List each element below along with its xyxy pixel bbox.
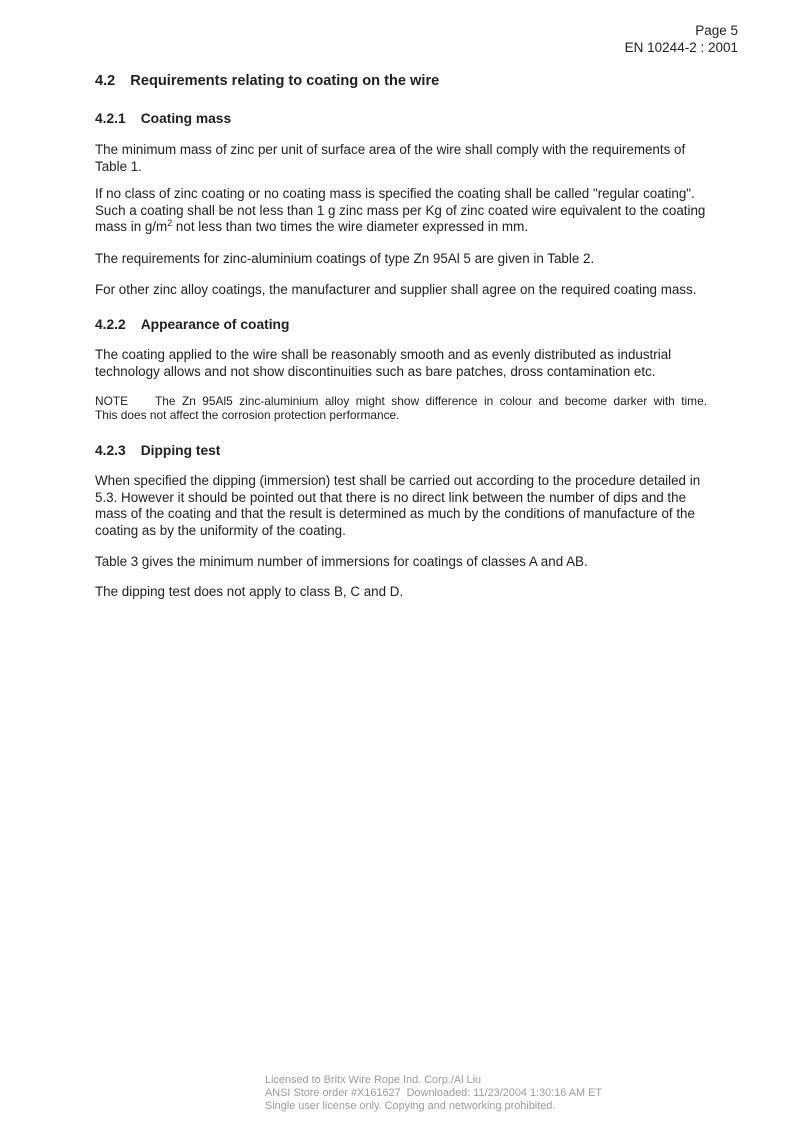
note-label: NOTE (95, 394, 129, 408)
paragraph-dipping-procedure: When specified the dipping (immersion) test shall be carried out according to the procedure detailed in 5.3. However it should be pointed out that there is no direct link between the number of dips and the mass of the coating and that the result is determined as much by the conditions of manufacture of the coating as by the uniformity of the coating. (95, 473, 701, 538)
note-paragraph (95, 395, 707, 423)
superscript-two: 2 (167, 218, 173, 228)
subsection-number: 4.2.1 (95, 111, 126, 126)
footer-order-info: ANSI Store order #X161627 Downloaded: 11/23/2004 1:30:16 AM ET (265, 1086, 603, 1099)
paragraph-regular-coating-post: not less than two times the wire diameter expressed in mm. (172, 219, 528, 234)
paragraph-dipping-not-apply: The dipping test does not apply to class B, C and D. (95, 584, 404, 599)
paragraph-minimum-mass: The minimum mass of zinc per unit of surface area of the wire shall comply with the requirements of Table 1. (95, 142, 686, 174)
paragraph-zinc-aluminium: The requirements for zinc-aluminium coatings of type Zn 95Al 5 are given in Table 2. (95, 251, 595, 266)
paragraph-appearance: The coating applied to the wire shall be reasonably smooth and as evenly distributed as industrial technology allows and not show discontinuities such as bare patches, dross contamination etc. (95, 347, 672, 379)
note-sentence-1: The Zn 95Al5 zinc-aluminium alloy might show difference in colour and become darker with time. (155, 394, 707, 408)
section-title: Requirements relating to coating on the wire (130, 73, 440, 89)
paragraph-regular-coating-pre: If no class of zinc coating or no coating mass is specified the coating shall be called "regular coating". Such a coating shall be not less than 1 g zinc mass per Kg of zinc coated wire equivalent to the coating mass in g/m (95, 186, 706, 234)
paragraph-table3: Table 3 gives the minimum number of immersions for coatings of classes A and AB. (95, 554, 588, 569)
page-header (625, 23, 738, 56)
note-sentence-2: This does not affect the corrosion protection performance. (95, 407, 400, 422)
paragraph-other-alloys: For other zinc alloy coatings, the manufacturer and supplier shall agree on the required coating mass. (95, 282, 697, 297)
standard-reference: EN 10244-2 : 2001 (624, 39, 738, 55)
subsection-heading-dipping-test (95, 442, 707, 459)
subsection-number: 4.2.3 (95, 443, 126, 458)
subsection-title: Appearance of coating (140, 317, 290, 332)
subsection-number: 4.2.2 (95, 317, 126, 332)
paragraph-regular-coating (95, 186, 707, 236)
license-footer (265, 1074, 602, 1113)
subsection-heading-coating-mass (95, 110, 707, 127)
subsection-heading-appearance (95, 316, 707, 333)
subsection-title: Dipping test (140, 443, 221, 458)
page-number: Page 5 (695, 23, 738, 38)
footer-license-terms: Single user license only. Copying and networking prohibited. (265, 1099, 556, 1112)
footer-licensed-to: Licensed to Britx Wire Rope Ind. Corp./Al Liu (265, 1074, 482, 1086)
section-heading (95, 73, 707, 90)
subsection-title: Coating mass (140, 111, 232, 126)
section-number: 4.2 (95, 73, 116, 89)
